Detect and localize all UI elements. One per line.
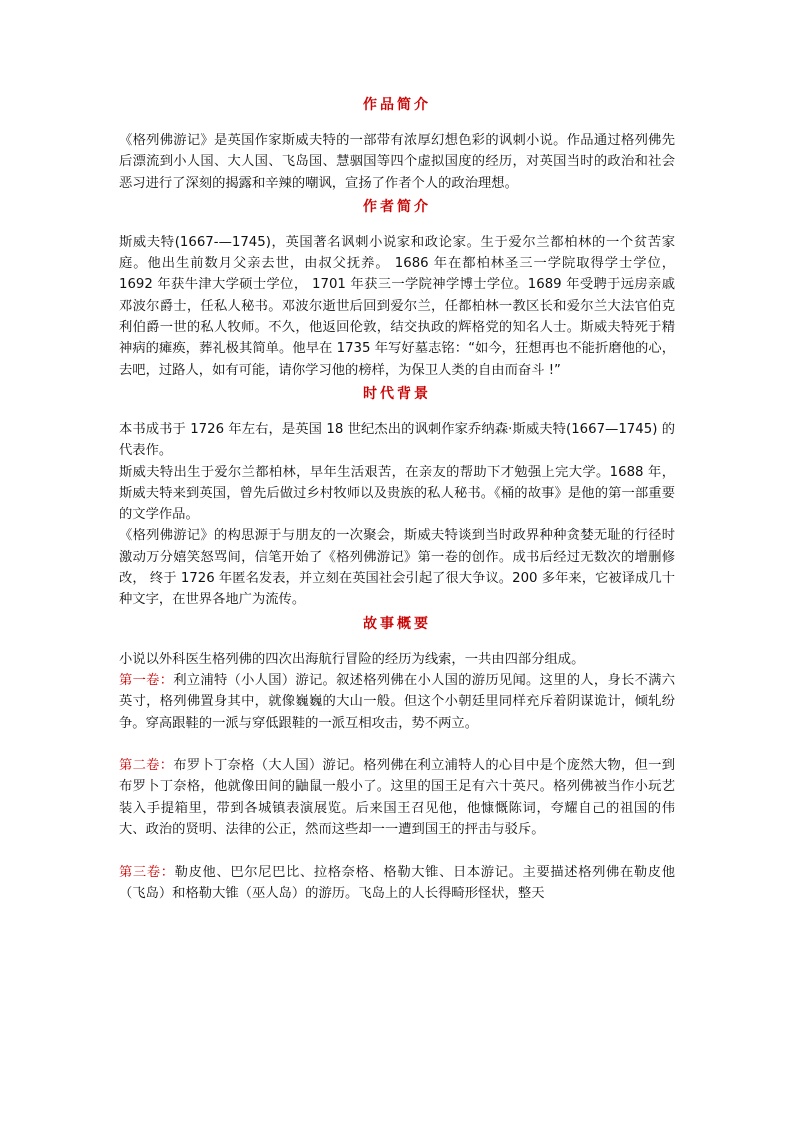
section-title-author: 作者简介 [363,198,431,215]
section-title-summary: 故事概要 [363,615,431,632]
section-title-works: 作品简介 [363,97,431,113]
volume-label: 第一卷： [119,672,174,688]
works-paragraph: 《格列佛游记》是英国作家斯威夫特的一部带有浓厚幻想色彩的讽刺小说。作品通过格列佛先后漂流到小人国、大人国、飞岛国、慧骃国等四个虚拟国度的经历，对英国当时的政治和社会恶习进行了深刻的揭露和辛辣的嘲讽，宣扬了作者个人的政治理想。 [119,133,675,191]
volume-text: 勒皮他、巴尔尼巴比、拉格奈格、格勒大锥、日本游记。主要描述格列佛在勒皮他（飞岛）和格勒大锥（巫人岛）的游历。飞岛上的人长得畸形怪状，整天 [119,864,676,901]
author-paragraph: 斯威夫特(1667-—1745)，英国著名讽刺小说家和政论家。生于爱尔兰都柏林的一个贫苦家庭。他出生前数月父亲去世，由叔父抚养。 1686 年在都柏林圣三一学院取得学士学位， 1692 年获牛津大学硕士学位， 1701 年获三一学院神学博士学位。1689 年受聘于远房亲戚邓波尔爵士，任私人秘书。邓波尔逝世后回到爱尔兰，任都柏林一教区长和爱尔兰大法官伯克利伯爵一世的私人牧师。不久，他返回伦敦，结交执政的辉格党的知名人士。斯威夫特死于精神病的瘫痪，葬礼极其简单。他早在 1735 年写好墓志铭：“如今，狂想再也不能折磨他的心，去吧，过路人，如有可能，请你学习他的榜样，为保卫人类的自由而奋斗 !” [119,234,675,378]
background-paragraph: 《格列佛游记》的构思源于与朋友的一次聚会，斯威夫特谈到当时政界种种贪婪无耻的行径时激动万分嬉笑怒骂间，信笔开始了《格列佛游记》第一卷的创作。成书后经过无数次的增删修改， 终于 1726 年匿名发表，并立刻在英国社会引起了很大争议。200 多年来，它被译成几十种文字，在世界各地广为流传。 [119,528,675,608]
background-paragraph: 斯威夫特出生于爱尔兰都柏林，早年生活艰苦，在亲友的帮助下才勉强上完大学。1688 年，斯威夫特来到英国，曾先后做过乡村牧师以及贵族的私人秘书。《桶的故事》是他的第一部重要的文学作品。 [119,464,675,523]
volume-label: 第二卷： [119,758,174,774]
document-body [119,92,675,904]
volume-text: 利立浦特（小人国）游记。叙述格列佛在小人国的游历见闻。这里的人，身长不满六英寸，格列佛置身其中，就像巍巍的大山一般。但这个小朝廷里同样充斥着阴谋诡计，倾轧纷争。穿高跟鞋的一派与穿低跟鞋的一派互相攻击，势不两立。 [119,672,676,731]
background-paragraph: 本书成书于 1726 年左右，是英国 18 世纪杰出的讽刺作家乔纳森·斯威夫特(1667—1745) 的代表作。 [119,421,675,459]
summary-intro: 小说以外科医生格列佛的四次出海航行冒险的经历为线索，一共由四部分组成。 [119,651,585,667]
section-title-background: 时代背景 [363,385,431,402]
volume-paragraph [119,862,675,905]
volume-paragraph [119,755,675,840]
volume-label: 第三卷： [119,864,175,880]
volume-paragraph [119,670,675,734]
volume-text: 布罗卜丁奈格（大人国）游记。格列佛在利立浦特人的心目中是个庞然大物，但一到布罗卜丁奈格，他就像田间的鼬鼠一般小了。这里的国王足有六十英尺。格列佛被当作小玩艺装入手提箱里，带到各城镇表演展览。后来国王召见他，他慷慨陈词，夸耀自己的祖国的伟大、政治的贤明、法律的公正，然而这些却一一遭到国王的抨击与驳斥。 [119,758,676,838]
